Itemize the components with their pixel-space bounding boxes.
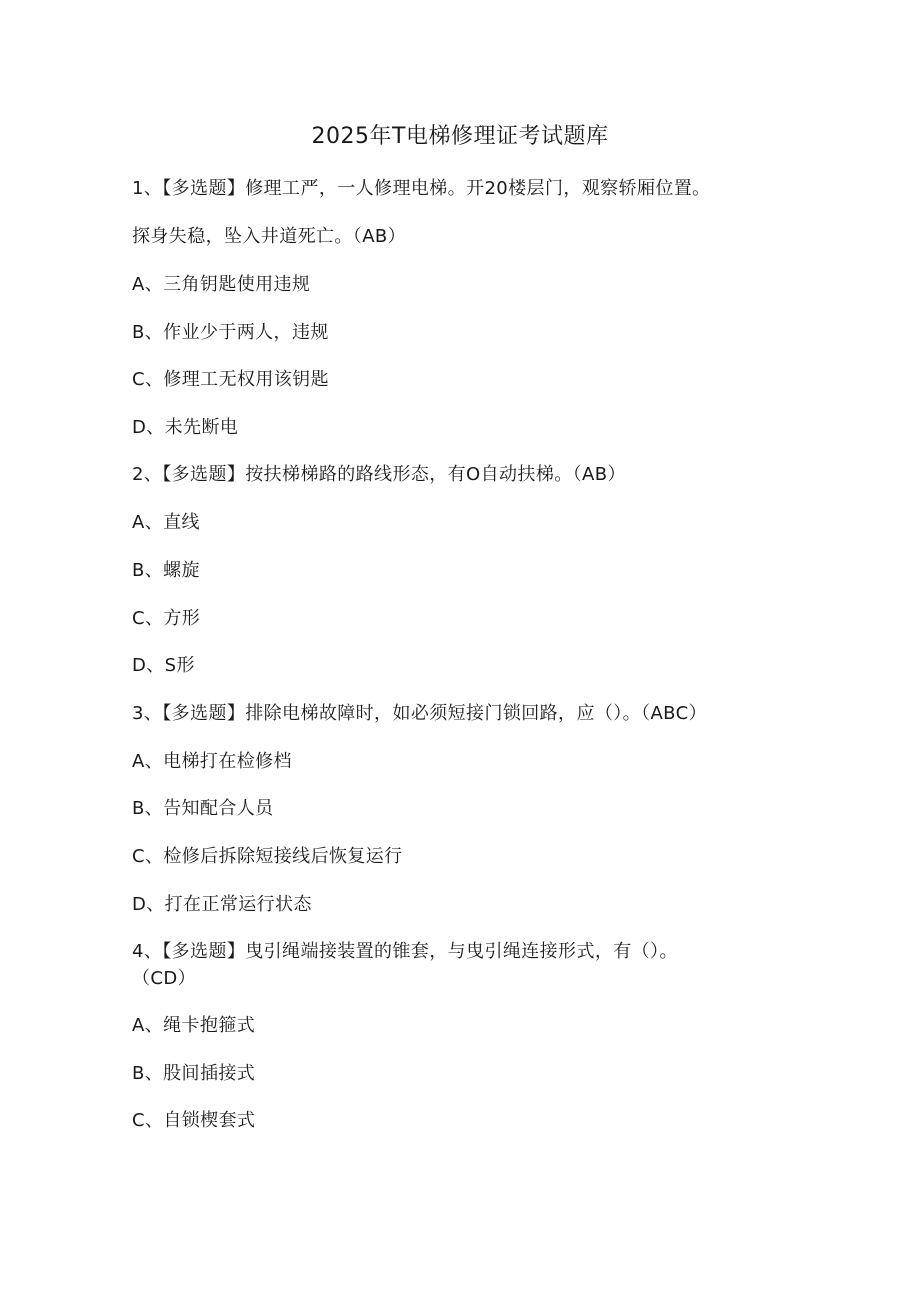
question-3-option-c: C、检修后拆除短接线后恢复运行 [132,846,403,867]
question-1-stem-line-1: 1、【多选题】修理工严，一人修理电梯。开20楼层门，观察轿厢位置。 [132,178,711,199]
question-2-option-a: A、直线 [132,512,200,533]
question-4-option-a: A、绳卡抱箍式 [132,1015,256,1036]
question-3-stem: 3、【多选题】排除电梯故障时，如必须短接门锁回路，应（）。（ABC） [132,703,707,724]
question-3-option-a: A、电梯打在检修档 [132,751,292,772]
question-2-option-d: D、S形 [132,655,195,676]
question-3-option-d: D、打在正常运行状态 [132,894,312,915]
question-2-option-b: B、螺旋 [132,560,200,581]
question-4-stem-line-1: 4、【多选题】曳引绳端接装置的锥套，与曳引绳连接形式，有（）。 [132,941,678,962]
question-4-option-c: C、自锁楔套式 [132,1110,256,1131]
question-1-option-b: B、作业少于两人，违规 [132,322,329,343]
question-2-option-c: C、方形 [132,608,201,629]
question-1-stem-line-2: 探身失稳，坠入井道死亡。（AB） [132,226,407,247]
question-1-option-a: A、三角钥匙使用违规 [132,274,311,295]
question-1-option-d: D、未先断电 [132,417,239,438]
question-2-stem: 2、【多选题】按扶梯梯路的路线形态，有O自动扶梯。（AB） [132,464,626,485]
question-3-option-b: B、告知配合人员 [132,798,274,819]
document-title: 2025年T电梯修理证考试题库 [311,124,609,149]
question-1-option-c: C、修理工无权用该钥匙 [132,369,329,390]
question-4-stem-line-2: （CD） [132,968,197,989]
question-4-option-b: B、股间插接式 [132,1063,256,1084]
